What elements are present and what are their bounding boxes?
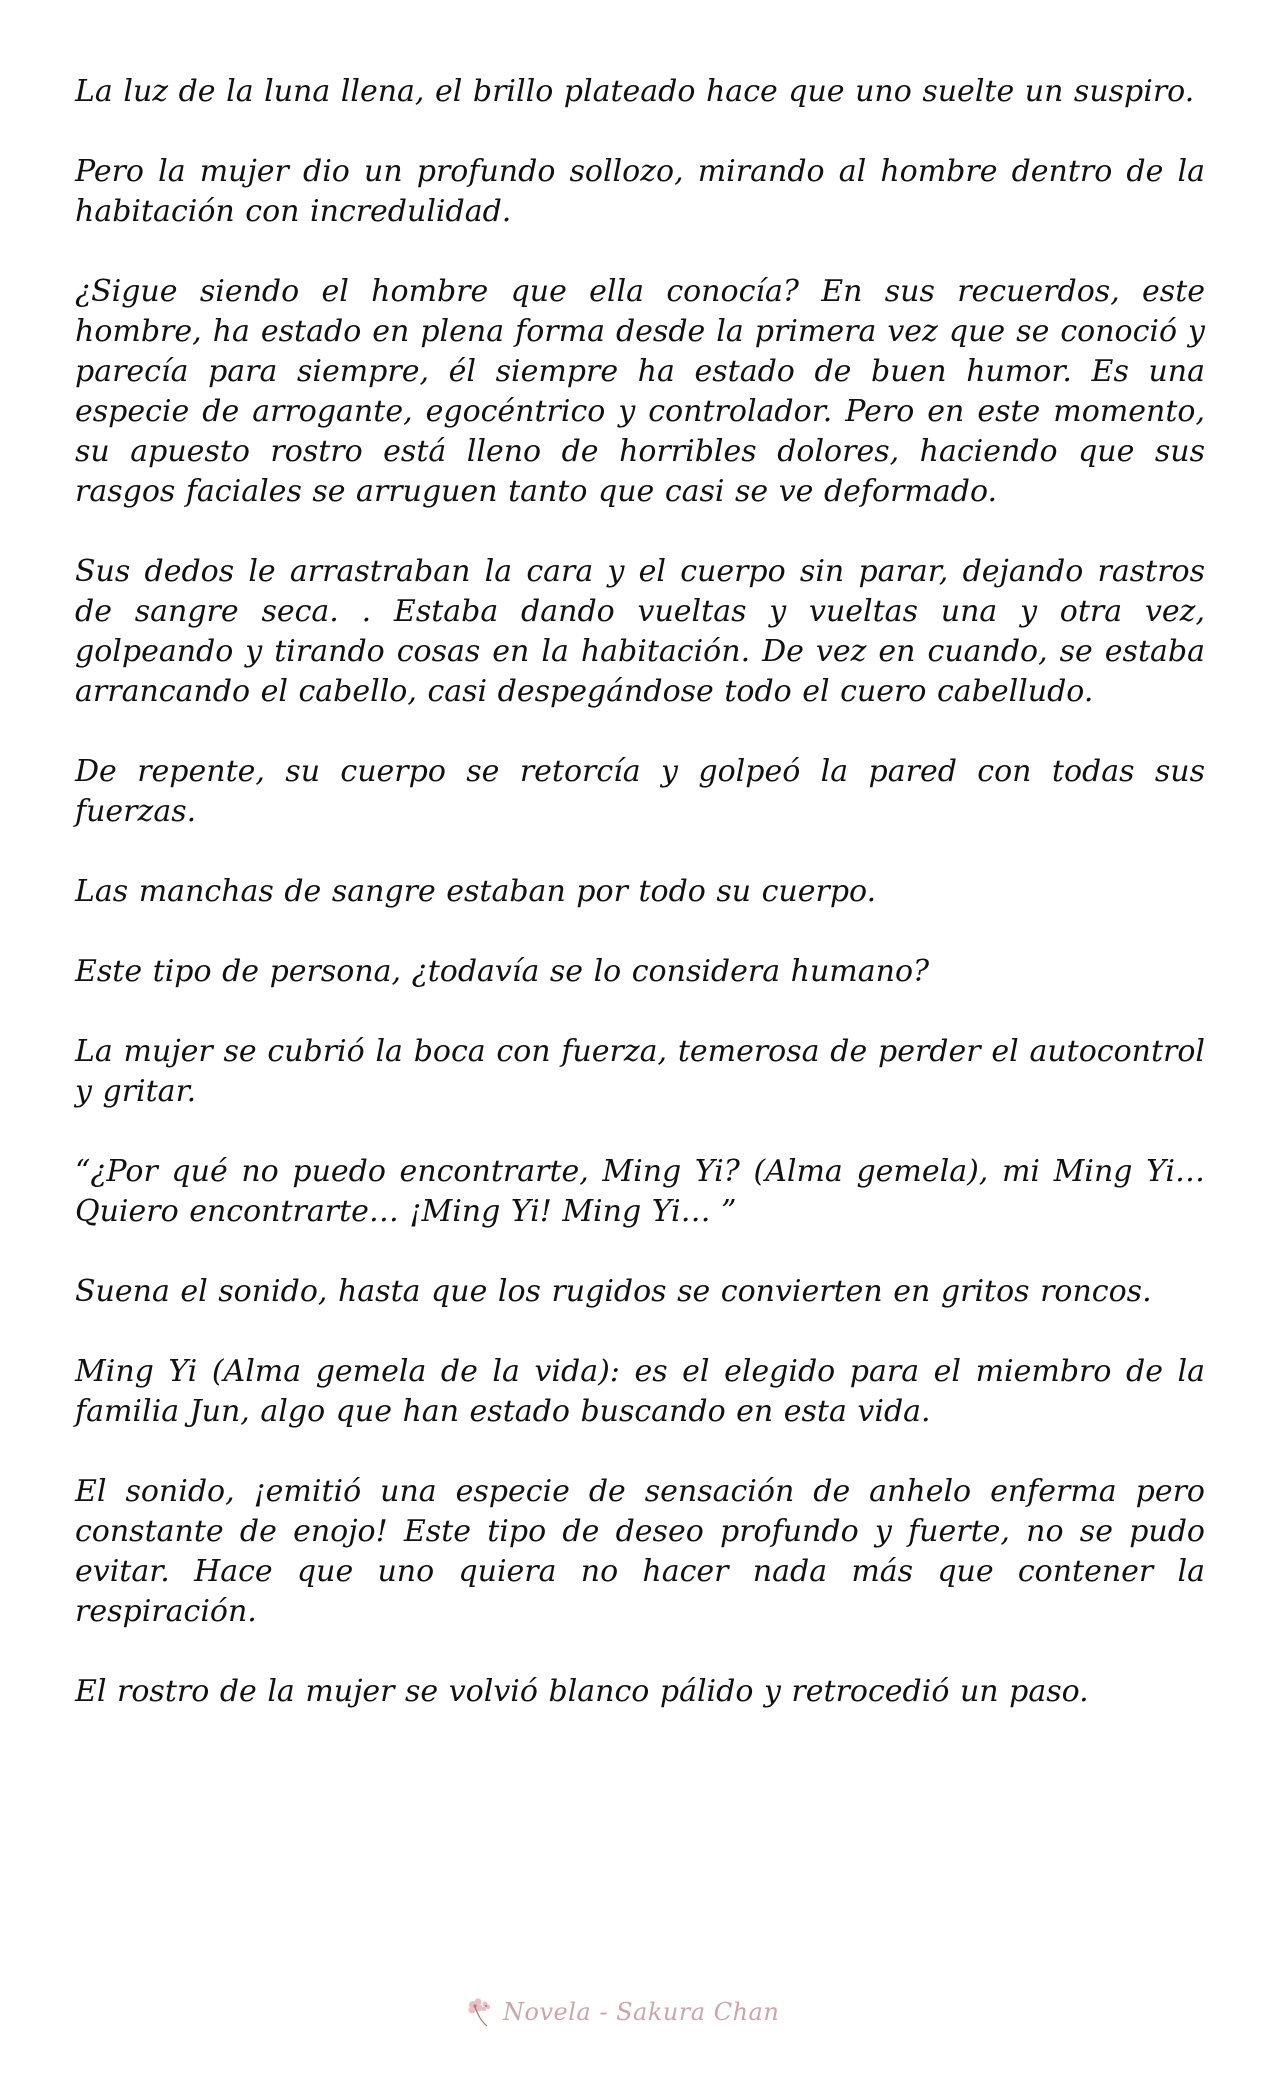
paragraph-9: “¿Por qué no puedo encontrarte, Ming Yi? (Alma gemela), mi Ming Yi… Quiero encontrarte… ¡Ming Yi! Ming Yi… ” bbox=[75, 1154, 1205, 1229]
watermark-text: Novela - Sakura Chan bbox=[503, 1998, 780, 2026]
watermark bbox=[463, 1991, 779, 2033]
paragraph-1: La luz de la luna llena, el brillo plateado hace que uno suelte un suspiro. bbox=[75, 74, 1195, 109]
paragraph-11: Ming Yi (Alma gemela de la vida): es el elegido para el miembro de la familia Jun, algo que han estado buscando en esta vida. bbox=[75, 1354, 1205, 1429]
paragraph-3: ¿Sigue siendo el hombre que ella conocía? En sus recuerdos, este hombre, ha estado en plena forma desde la primera vez que se conoció y parecía para siempre, él siempre ha estado de buen humor. Es una especie de arrogante, egocéntrico y controlador. Pero en este momento, su apuesto rostro está lleno de horribles dolores, haciendo que sus rasgos faciales se arruguen tanto que casi se ve deformado. bbox=[75, 274, 1205, 509]
paragraph-5: De repente, su cuerpo se retorcía y golpeó la pared con todas sus fuerzas. bbox=[75, 754, 1205, 829]
paragraph-12: El sonido, ¡emitió una especie de sensación de anhelo enferma pero constante de enojo! Este tipo de deseo profundo y fuerte, no se pudo evitar. Hace que uno quiera no hacer nada más que contener la respiración. bbox=[75, 1474, 1205, 1629]
paragraph-13: El rostro de la mujer se volvió blanco pálido y retrocedió un paso. bbox=[75, 1674, 1089, 1709]
sakura-blossom-icon bbox=[463, 1995, 497, 2029]
paragraph-10: Suena el sonido, hasta que los rugidos se convierten en gritos roncos. bbox=[75, 1274, 1152, 1309]
paragraph-6: Las manchas de sangre estaban por todo su cuerpo. bbox=[75, 874, 877, 909]
paragraph-7: Este tipo de persona, ¿todavía se lo considera humano? bbox=[75, 954, 930, 989]
document-body bbox=[75, 72, 1205, 1712]
paragraph-2: Pero la mujer dio un profundo sollozo, mirando al hombre dentro de la habitación con incredulidad. bbox=[75, 154, 1205, 229]
paragraph-4: Sus dedos le arrastraban la cara y el cuerpo sin parar, dejando rastros de sangre seca. . Estaba dando vueltas y vueltas una y otra vez, golpeando y tirando cosas en la habitación. De vez en cuando, se estaba arrancando el cabello, casi despegándose todo el cuero cabelludo. bbox=[75, 554, 1205, 709]
paragraph-8: La mujer se cubrió la boca con fuerza, temerosa de perder el autocontrol y gritar. bbox=[75, 1034, 1205, 1109]
